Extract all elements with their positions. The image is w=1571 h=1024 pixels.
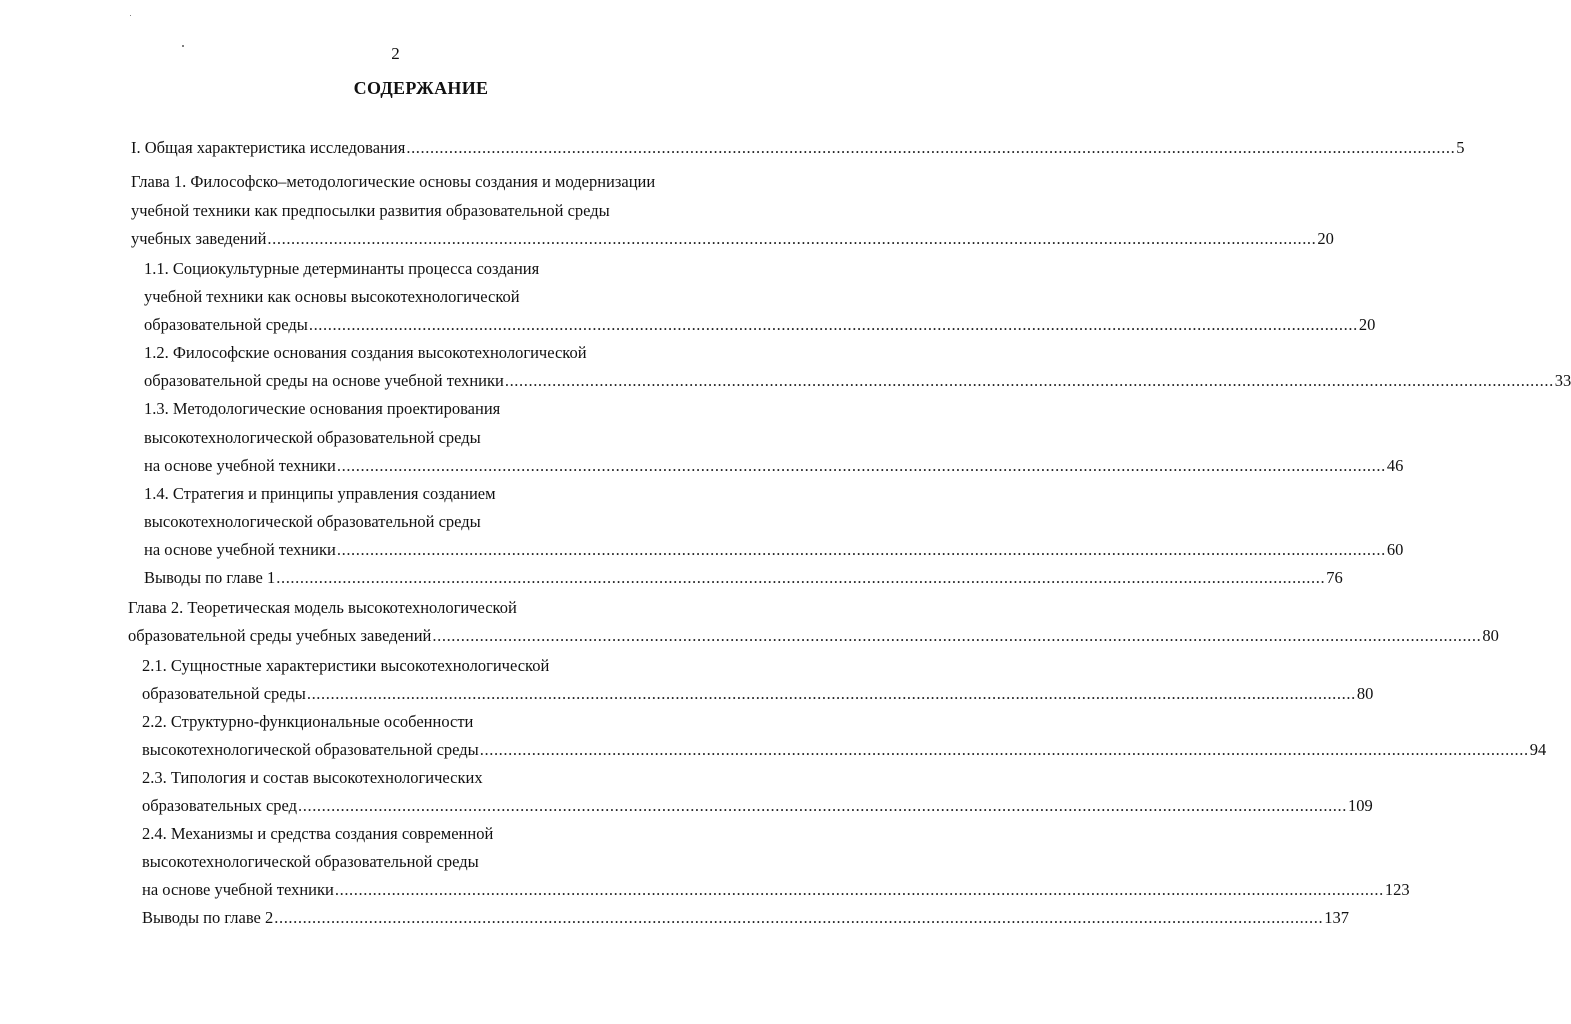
toc-entry-section-2-3[interactable] <box>142 796 1373 816</box>
toc-entry-conclusions-1[interactable] <box>144 568 1343 588</box>
toc-entry-text: образовательной среды <box>142 684 306 703</box>
toc-entry-intro[interactable] <box>131 138 1465 158</box>
toc-entry-section-1-2[interactable] <box>144 371 1571 391</box>
toc-entry-section-1-1[interactable] <box>144 315 1376 335</box>
toc-entry-conclusions-2[interactable] <box>142 908 1349 928</box>
dot-leader: .............................................................................................................................................................................................................................. <box>336 540 1386 559</box>
toc-entry-text: 1.3. Методологические основания проектирования <box>144 399 501 418</box>
dot-leader: .............................................................................................................................................................................................................................. <box>504 371 1554 390</box>
dot-leader: .............................................................................................................................................................................................................................. <box>334 880 1384 899</box>
toc-entry-text: образовательной среды учебных заведений <box>128 626 432 645</box>
toc-entry-text: высокотехнологической образовательной среды <box>142 852 479 871</box>
toc-entry-text: высокотехнологической образовательной среды <box>142 740 479 759</box>
dot-leader: .............................................................................................................................................................................................................................. <box>479 740 1529 759</box>
toc-page-number: 5 <box>1456 138 1465 157</box>
toc-entry-text: образовательных сред <box>142 796 298 815</box>
toc-page-number: 137 <box>1324 908 1349 927</box>
toc-page-number: 109 <box>1347 796 1373 815</box>
toc-entry-text: на основе учебной техники <box>142 880 334 899</box>
toc-page-number: 33 <box>1554 371 1571 390</box>
scan-speck <box>182 45 184 47</box>
toc-entry-section-2-2[interactable] <box>142 740 1547 760</box>
toc-entry-text: 2.4. Механизмы и средства создания современной <box>142 824 494 843</box>
toc-page-number: 60 <box>1386 540 1404 559</box>
toc-entry-text: Глава 2. Теоретическая модель высокотехнологической <box>128 598 517 617</box>
dot-leader: .............................................................................................................................................................................................................................. <box>336 456 1386 475</box>
toc-entry-text: 1.1. Социокультурные детерминанты процесса создания <box>144 259 540 278</box>
toc-entry-text: Глава 1. Философско–методологические основы создания и модернизации <box>131 172 656 191</box>
dot-leader: .............................................................................................................................................................................................................................. <box>406 138 1456 157</box>
dot-leader: .............................................................................................................................................................................................................................. <box>308 315 1358 334</box>
toc-entry-text: Выводы по главе 2 <box>142 908 274 927</box>
toc-page-number: 80 <box>1482 626 1499 645</box>
toc-entry-text: учебной техники как предпосылки развития образовательной среды <box>131 201 610 220</box>
toc-page-number: 46 <box>1386 456 1404 475</box>
toc-entry-text: Выводы по главе 1 <box>144 568 276 587</box>
toc-entry-text: на основе учебной техники <box>144 456 336 475</box>
toc-page-number: 76 <box>1326 568 1343 587</box>
toc-page-number: 123 <box>1384 880 1410 899</box>
toc-entry-section-1-4[interactable] <box>144 540 1404 560</box>
toc-entry-text: высокотехнологической образовательной среды <box>144 512 481 531</box>
toc-entry-text: образовательной среды <box>144 315 308 334</box>
toc-title: СОДЕРЖАНИЕ <box>353 78 489 98</box>
toc-entry-text: на основе учебной техники <box>144 540 336 559</box>
dot-leader: .............................................................................................................................................................................................................................. <box>432 626 1482 645</box>
page-number: 2 <box>391 44 400 63</box>
dot-leader: .............................................................................................................................................................................................................................. <box>306 684 1356 703</box>
toc-entry-text: 1.4. Стратегия и принципы управления созданием <box>144 484 496 503</box>
toc-entry-text: 2.1. Сущностные характеристики высокотехнологической <box>142 656 550 675</box>
toc-entry-text: учебной техники как основы высокотехнологической <box>144 287 520 306</box>
dot-leader: .............................................................................................................................................................................................................................. <box>267 229 1317 248</box>
scan-speck <box>130 15 131 16</box>
toc-entry-text: учебных заведений <box>131 229 267 248</box>
toc-entry-chapter-1[interactable] <box>131 229 1334 249</box>
toc-entry-text: 2.2. Структурно-функциональные особенности <box>142 712 474 731</box>
toc-page-number: 20 <box>1317 229 1334 248</box>
dot-leader: .............................................................................................................................................................................................................................. <box>274 908 1324 927</box>
dot-leader: .............................................................................................................................................................................................................................. <box>298 796 1347 815</box>
toc-page-number: 94 <box>1529 740 1547 759</box>
dot-leader: .............................................................................................................................................................................................................................. <box>276 568 1326 587</box>
toc-entry-chapter-2[interactable] <box>128 626 1499 646</box>
toc-page-number: 20 <box>1358 315 1376 334</box>
toc-entry-section-1-3[interactable] <box>144 456 1404 476</box>
toc-page-number: 80 <box>1356 684 1374 703</box>
toc-entry-text: образовательной среды на основе учебной техники <box>144 371 504 390</box>
toc-entry-text: 1.2. Философские основания создания высокотехнологической <box>144 343 587 362</box>
toc-entry-section-2-4[interactable] <box>142 880 1410 900</box>
toc-entry-text: I. Общая характеристика исследования <box>131 138 406 157</box>
toc-entry-section-2-1[interactable] <box>142 684 1374 704</box>
toc-entry-text: высокотехнологической образовательной среды <box>144 428 481 447</box>
toc-entry-text: 2.3. Типология и состав высокотехнологических <box>142 768 483 787</box>
